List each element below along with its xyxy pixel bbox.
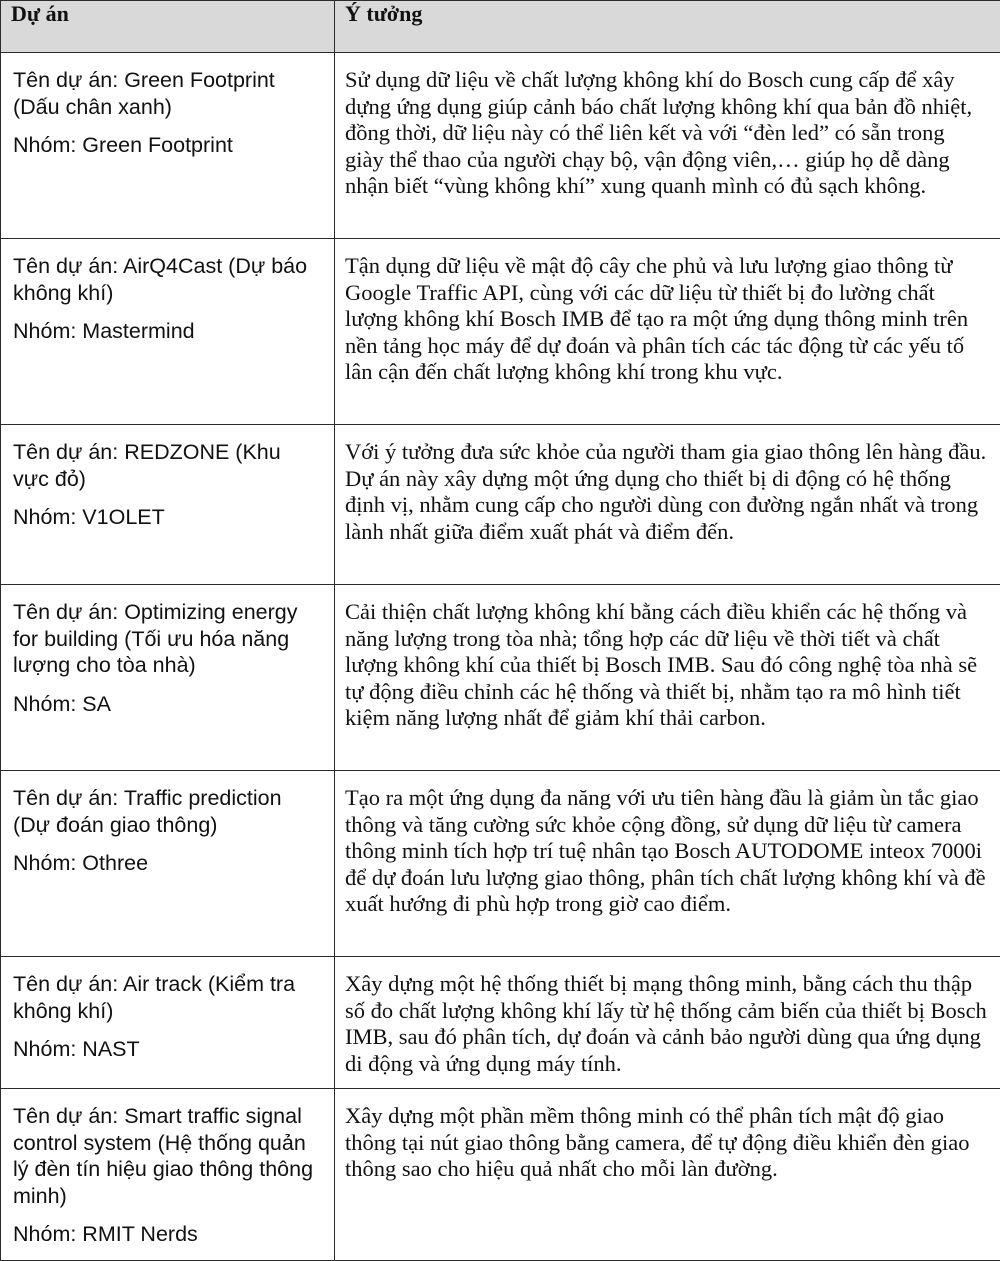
project-cell [1, 771, 335, 957]
table-row [1, 957, 1000, 1089]
team-name: Nhóm: Mastermind [13, 318, 322, 345]
table-row [1, 239, 1000, 425]
project-name: Tên dự án: Optimizing energy for building (Tối ưu hóa năng lượng cho tòa nhà) [13, 599, 322, 679]
idea-text: Xây dựng một hệ thống thiết bị mạng thông minh, bằng cách thu thập số đo chất lượng không khí lấy từ hệ thống cảm biến của thiết bị Bosch IMB, sau đó phân tích, dự đoán và cảnh bảo người dùng qua ứng dụng di động và ứng dụng máy tính. [335, 957, 1000, 1089]
project-cell [1, 53, 335, 239]
idea-text: Với ý tưởng đưa sức khỏe của người tham gia giao thông lên hàng đầu. Dự án này xây dựng một ứng dụng cho thiết bị di động có hệ thống định vị, nhằm cung cấp cho người dùng con đường ngắn nhất và trong lành nhất giữa điểm xuất phát và điểm đến. [335, 425, 1000, 585]
table-row [1, 1089, 1000, 1261]
project-name: Tên dự án: REDZONE (Khu vực đỏ) [13, 439, 322, 492]
team-name: Nhóm: SA [13, 691, 322, 718]
team-name: Nhóm: NAST [13, 1036, 322, 1063]
project-name: Tên dự án: AirQ4Cast (Dự báo không khí) [13, 253, 322, 306]
project-name: Tên dự án: Green Footprint (Dấu chân xanh) [13, 67, 322, 120]
idea-text: Sử dụng dữ liệu về chất lượng không khí do Bosch cung cấp để xây dựng ứng dụng giúp cảnh báo chất lượng không khí qua bản đồ nhiệt, đồng thời, dữ liệu này có thể liên kết và với “đèn led” có sẵn trong giày thể thao của người chạy bộ, vận động viên,… giúp họ dễ dàng nhận biết “vùng không khí” xung quanh mình có đủ sạch không. [335, 53, 1000, 239]
table-row [1, 53, 1000, 239]
table-row [1, 585, 1000, 771]
header-row [1, 1, 1000, 53]
project-name: Tên dự án: Air track (Kiểm tra không khí) [13, 971, 322, 1024]
project-name: Tên dự án: Traffic prediction (Dự đoán giao thông) [13, 785, 322, 838]
project-cell [1, 425, 335, 585]
header-project: Dự án [1, 1, 335, 53]
idea-text: Tận dụng dữ liệu về mật độ cây che phủ và lưu lượng giao thông từ Google Traffic API, cùng với các dữ liệu từ thiết bị đo lường chất lượng không khí Bosch IMB để tạo ra một ứng dụng thông minh trên nền tảng học máy để dự đoán và phân tích các tác động từ các yếu tố lân cận đến chất lượng không khí trong khu vực. [335, 239, 1000, 425]
project-name: Tên dự án: Smart traffic signal control system (Hệ thống quản lý đèn tín hiệu giao thông thông minh) [13, 1103, 322, 1209]
project-cell [1, 239, 335, 425]
project-cell [1, 585, 335, 771]
team-name: Nhóm: Green Footprint [13, 132, 322, 159]
table-row [1, 425, 1000, 585]
idea-text: Cải thiện chất lượng không khí bằng cách điều khiển các hệ thống và năng lượng trong tòa nhà; tổng hợp các dữ liệu về thời tiết và chất lượng không khí của thiết bị Bosch IMB. Sau đó công nghệ tòa nhà sẽ tự động điều chỉnh các hệ thống và thiết bị, nhằm tạo ra mô hình tiết kiệm năng lượng nhất để giảm khí thải carbon. [335, 585, 1000, 771]
table-row [1, 771, 1000, 957]
project-cell [1, 957, 335, 1089]
team-name: Nhóm: Othree [13, 850, 322, 877]
idea-text: Tạo ra một ứng dụng đa năng với ưu tiên hàng đầu là giảm ùn tắc giao thông và tăng cường sức khỏe cộng đồng, sử dụng dữ liệu từ camera thông minh tích hợp trí tuệ nhân tạo Bosch AUTODOME inteox 7000i để dự đoán lưu lượng giao thông, phân tích chất lượng không khí và đề xuất hướng đi phù hợp trong giờ cao điểm. [335, 771, 1000, 957]
team-name: Nhóm: V1OLET [13, 504, 322, 531]
team-name: Nhóm: RMIT Nerds [13, 1221, 322, 1248]
project-cell [1, 1089, 335, 1261]
header-idea: Ý tưởng [335, 1, 1000, 53]
idea-text: Xây dựng một phần mềm thông minh có thể phân tích mật độ giao thông tại nút giao thông bằng camera, để tự động điều khiển đèn giao thông sao cho hiệu quả nhất cho mỗi làn đường. [335, 1089, 1000, 1261]
